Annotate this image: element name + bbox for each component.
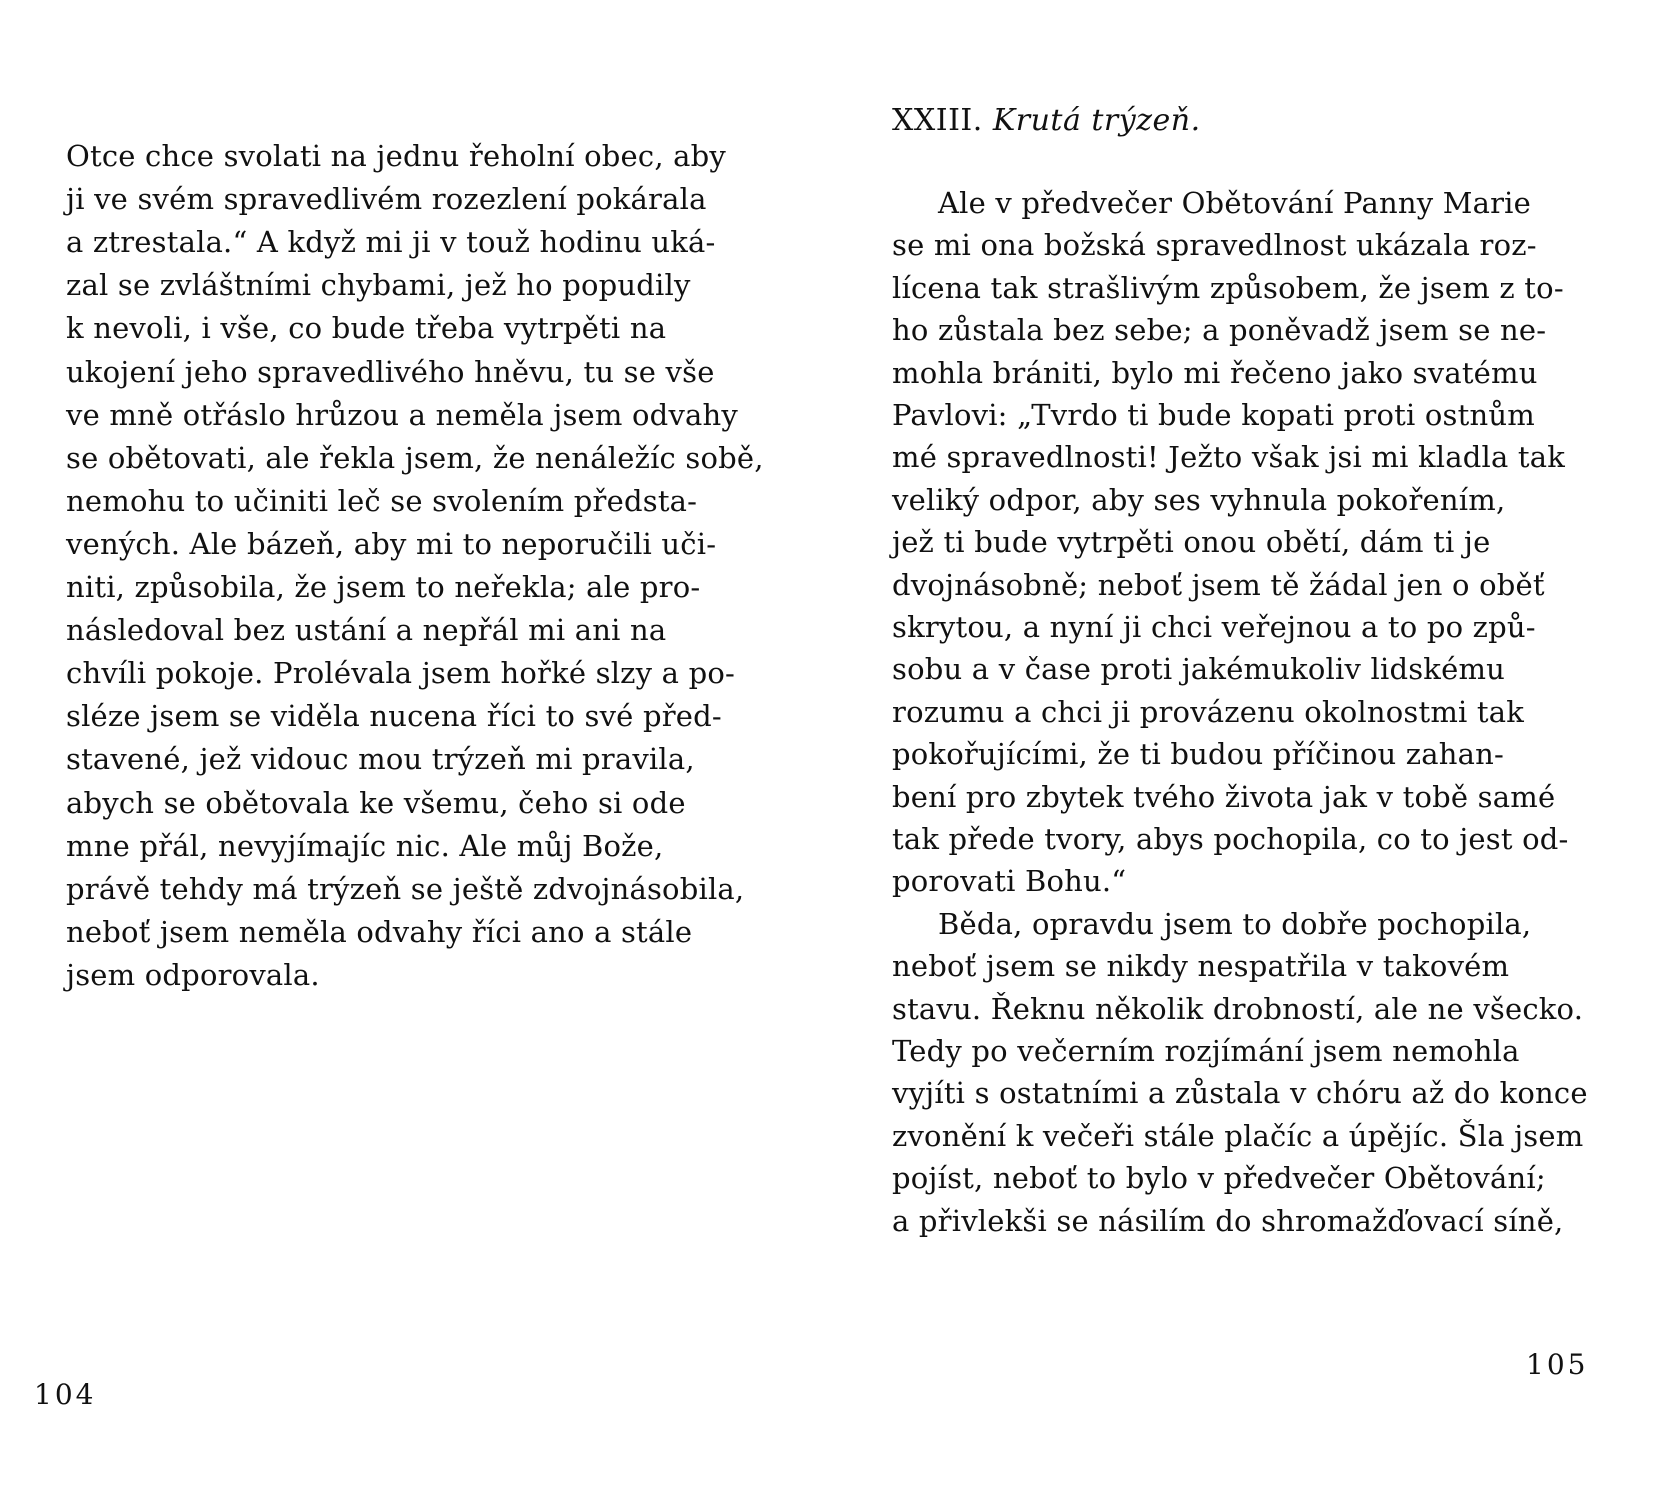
chapter-heading <box>892 102 1201 140</box>
text-line: ji ve svém spravedlivém rozezlení pokárala <box>66 182 707 217</box>
text-line: abych se obětovala ke všemu, čeho si ode <box>66 785 686 820</box>
text-line: zvonění k večeři stále plačíc a úpějíc. Šla jsem <box>892 1118 1584 1153</box>
page-number-left: 104 <box>34 1378 97 1411</box>
text-line: právě tehdy má trýzeň se ještě zdvojnásobila, <box>66 871 745 906</box>
text-line: pokořujícími, že ti budou příčinou zahan- <box>892 737 1505 772</box>
text-line: se obětovati, ale řekla jsem, že nenáležíc sobě, <box>66 440 764 475</box>
text-line: niti, způsobila, že jsem to neřekla; ale pro- <box>66 570 701 604</box>
text-line: sléze jsem se viděla nucena říci to své před- <box>66 699 722 734</box>
text-line: stavu. Řeknu několik drobností, ale ne všecko. <box>892 991 1584 1026</box>
text-line: skrytou, a nyní ji chci veřejnou a to po způ- <box>892 610 1536 644</box>
text-line: dvojnásobně; neboť jsem tě žádal jen o oběť <box>892 567 1545 602</box>
chapter-number: XXIII. <box>892 103 983 138</box>
text-line: sobu a v čase proti jakémukoliv lidskému <box>892 652 1506 687</box>
text-line: mé spravedlnosti! Ježto však jsi mi kladla tak <box>892 440 1565 475</box>
text-line: Ale v předvečer Obětování Panny Marie <box>938 186 1531 220</box>
text-line: zal se zvláštními chybami, jež ho popudily <box>66 268 691 303</box>
text-line: ve mně otřáslo hrůzou a neměla jsem odvahy <box>66 397 738 432</box>
text-line: bení pro zbytek tvého života jak v tobě samé <box>892 779 1556 814</box>
text-line: mne přál, nevyjímajíc nic. Ale můj Bože, <box>66 828 664 863</box>
text-line: tak přede tvory, abys pochopila, co to jest od- <box>892 822 1569 856</box>
text-line: stavené, jež vidouc mou trýzeň mi pravila, <box>66 742 695 777</box>
text-line: jež ti bude vytrpěti onou obětí, dám ti je <box>892 525 1491 560</box>
chapter-title: Krutá trýzeň. <box>992 103 1201 138</box>
text-line: Otce chce svolati na jednu řeholní obec, aby <box>66 139 727 173</box>
text-line: neboť jsem se nikdy nespatřila v takovém <box>892 949 1510 984</box>
text-line: Pavlovi: „Tvrdo ti bude kopati proti ostnům <box>892 398 1535 432</box>
page-number-right: 105 <box>1526 1348 1589 1381</box>
text-line: neboť jsem neměla odvahy říci ano a stále <box>66 914 693 949</box>
text-line: rozumu a chci ji provázenu okolnostmi tak <box>892 694 1525 729</box>
text-line: a přivlekši se násilím do shromažďovací síně, <box>892 1203 1564 1238</box>
text-line: ukojení jeho spravedlivého hněvu, tu se vše <box>66 354 715 389</box>
text-line: k nevoli, i vše, co bude třeba vytrpěti na <box>66 311 667 346</box>
text-line: ho zůstala bez sebe; a poněvadž jsem se ne- <box>892 313 1547 348</box>
text-line: nemohu to učiniti leč se svolením předsta- <box>66 483 698 518</box>
text-line: porovati Bohu.“ <box>892 864 1127 899</box>
text-line: chvíli pokoje. Prolévala jsem hořké slzy a po- <box>66 656 735 691</box>
text-line: se mi ona božská spravedlnost ukázala roz- <box>892 228 1537 263</box>
text-line: a ztrestala.“ A když mi ji v touž hodinu uká- <box>66 225 716 260</box>
text-line: pojíst, neboť to bylo v předvečer Obětování; <box>892 1161 1546 1196</box>
text-line: veliký odpor, aby ses vyhnula pokořením, <box>892 482 1506 517</box>
text-line: vyjíti s ostatními a zůstala v chóru až do konce <box>892 1076 1588 1111</box>
text-line: vených. Ale bázeň, aby mi to neporučili uči- <box>66 526 717 561</box>
text-line: mohla brániti, bylo mi řečeno jako svatému <box>892 355 1538 390</box>
text-line: Běda, opravdu jsem to dobře pochopila, <box>938 906 1532 941</box>
text-line: následoval bez ustání a nepřál mi ani na <box>66 613 667 648</box>
text-line: Tedy po večerním rozjímání jsem nemohla <box>892 1034 1520 1068</box>
text-line: jsem odporovala. <box>66 957 320 992</box>
text-line: lícena tak strašlivým způsobem, že jsem z to- <box>892 270 1564 305</box>
